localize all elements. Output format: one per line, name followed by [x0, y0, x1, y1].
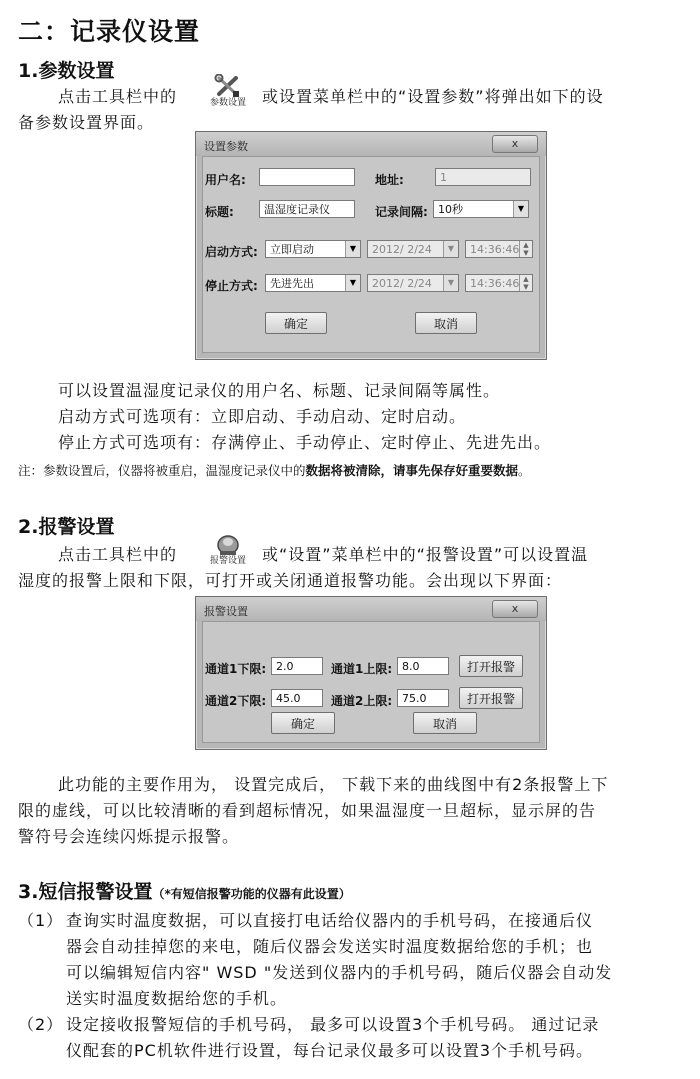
- close-button[interactable]: x: [492, 600, 538, 618]
- username-input[interactable]: [259, 168, 355, 186]
- page-title: 二：记录仪设置: [18, 17, 201, 46]
- stop-time-picker[interactable]: [465, 274, 533, 292]
- stop-date-value: 2012/ 2/24: [372, 277, 432, 290]
- address-input[interactable]: 1: [435, 168, 531, 186]
- section1-intro-b: 或设置菜单栏中的“设置参数”将弹出如下的设: [262, 87, 604, 106]
- interval-label: 记录间隔:: [375, 205, 428, 219]
- ch1-high-label: 通道1上限:: [331, 662, 393, 676]
- section1-para3: 停止方式可选项有：存满停止、手动停止、定时停止、先进先出。: [58, 433, 552, 452]
- dialog-body: [202, 621, 540, 743]
- section2-intro-c: 湿度的报警上限和下限，可打开或关闭通道报警功能。会出现以下界面：: [18, 571, 563, 590]
- ch2-alarm-toggle-button[interactable]: 打开报警: [459, 687, 523, 709]
- section1-para1: 可以设置温湿度记录仪的用户名、标题、记录间隔等属性。: [58, 381, 501, 400]
- stop-date-picker[interactable]: [367, 274, 459, 292]
- alarm-dialog: [195, 596, 547, 750]
- item1-line4: 送实时温度数据给您的手机。: [66, 989, 288, 1008]
- ch2-low-label: 通道2下限:: [205, 694, 267, 708]
- spinner-icon: ▲ ▼: [519, 241, 532, 257]
- section1-note: [18, 461, 531, 481]
- cancel-button[interactable]: 取消: [415, 312, 477, 334]
- start-mode-label: 启动方式:: [205, 245, 258, 259]
- ok-button[interactable]: 确定: [271, 712, 335, 734]
- ch1-low-input[interactable]: 2.0: [271, 657, 323, 675]
- start-mode-select[interactable]: [265, 240, 361, 258]
- alarm-icon: [205, 532, 251, 566]
- note-warning: 数据将被清除，请事先保存好重要数据: [305, 463, 519, 478]
- ch2-high-label: 通道2上限:: [331, 694, 393, 708]
- caption-label: 标题:: [205, 205, 234, 219]
- section2-intro-b: 或“设置”菜单栏中的“报警设置”可以设置温: [262, 545, 589, 564]
- spinner-icon: ▲ ▼: [519, 275, 532, 291]
- note-end: 。: [518, 463, 531, 478]
- dialog-titlebar: [196, 597, 546, 621]
- interval-value: 10秒: [438, 203, 463, 216]
- item2-line2: 仪配套的PC机软件进行设置，每台记录仪最多可以设置3个手机号码。: [66, 1041, 594, 1060]
- section1-intro-c: 备参数设置界面。: [18, 113, 155, 132]
- item1-number: （1）: [18, 911, 64, 930]
- section2-para1: 此功能的主要作用为， 设置完成后， 下载下来的曲线图中有2条报警上下: [58, 775, 609, 794]
- stop-mode-value: 先进先出: [270, 277, 314, 290]
- ch2-low-input[interactable]: 45.0: [271, 689, 323, 707]
- stop-mode-select[interactable]: [265, 274, 361, 292]
- section1-para2: 启动方式可选项有：立即启动、手动启动、定时启动。: [58, 407, 467, 426]
- section3-heading-row: [18, 877, 351, 904]
- section2-para3: 警符号会连续闪烁提示报警。: [18, 827, 240, 846]
- item1-line2: 器会自动挂掉您的来电，随后仪器会发送实时温度数据给您的手机；也: [66, 937, 594, 956]
- chevron-down-icon: ▼: [345, 275, 360, 291]
- chevron-down-icon: ▼: [513, 201, 528, 217]
- stop-mode-label: 停止方式:: [205, 279, 258, 293]
- section3-heading: 3.短信报警设置: [18, 881, 153, 903]
- interval-select[interactable]: [433, 200, 529, 218]
- note-text: 注：参数设置后，仪器将被重启，温湿度记录仪中的: [18, 463, 306, 478]
- wrench-screwdriver-icon: [205, 74, 251, 108]
- section1-heading: 1.参数设置: [18, 60, 115, 82]
- item1-line3: 可以编辑短信内容" WSD "发送到仪器内的手机号码，随后仪器会自动发: [66, 963, 613, 982]
- section2-para2: 限的虚线，可以比较清晰的看到超标情况，如果温湿度一旦超标，显示屏的告: [18, 801, 597, 820]
- ch1-high-input[interactable]: 8.0: [397, 657, 449, 675]
- close-button[interactable]: x: [492, 135, 538, 153]
- stop-time-value: 14:36:46: [470, 277, 520, 290]
- ch1-low-label: 通道1下限:: [205, 662, 267, 676]
- toolbar-icon-label: 参数设置: [209, 98, 246, 108]
- chevron-down-icon: ▼: [443, 275, 458, 291]
- start-date-picker[interactable]: [367, 240, 459, 258]
- chevron-down-icon: ▼: [443, 241, 458, 257]
- dialog-body: [202, 156, 540, 353]
- dialog-titlebar: [196, 132, 546, 156]
- section3-heading-note: （*有短信报警功能的仪器有此设置）: [152, 887, 351, 901]
- toolbar-icon-label: 报警设置: [209, 556, 246, 566]
- ch1-alarm-toggle-button[interactable]: 打开报警: [459, 655, 523, 677]
- item1-line1: 查询实时温度数据，可以直接打电话给仪器内的手机号码，在接通后仪: [66, 911, 594, 930]
- section1-intro-a: 点击工具栏中的: [58, 87, 178, 106]
- cancel-button[interactable]: 取消: [413, 712, 477, 734]
- start-time-picker[interactable]: [465, 240, 533, 258]
- username-label: 用户名:: [205, 173, 246, 187]
- settings-dialog: [195, 131, 547, 360]
- section2-intro-a: 点击工具栏中的: [58, 545, 178, 564]
- item2-line1: 设定接收报警短信的手机号码， 最多可以设置3个手机号码。 通过记录: [66, 1015, 600, 1034]
- start-date-value: 2012/ 2/24: [372, 243, 432, 256]
- caption-input[interactable]: 温湿度记录仪: [259, 200, 355, 218]
- item2-number: （2）: [18, 1015, 64, 1034]
- chevron-down-icon: ▼: [345, 241, 360, 257]
- section2-heading: 2.报警设置: [18, 516, 115, 538]
- start-time-value: 14:36:46: [470, 243, 520, 256]
- dialog-title: 报警设置: [204, 605, 248, 618]
- start-mode-value: 立即启动: [270, 243, 314, 256]
- ch2-high-input[interactable]: 75.0: [397, 689, 449, 707]
- ok-button[interactable]: 确定: [265, 312, 327, 334]
- address-label: 地址:: [375, 173, 404, 187]
- dialog-title: 设置参数: [204, 140, 248, 153]
